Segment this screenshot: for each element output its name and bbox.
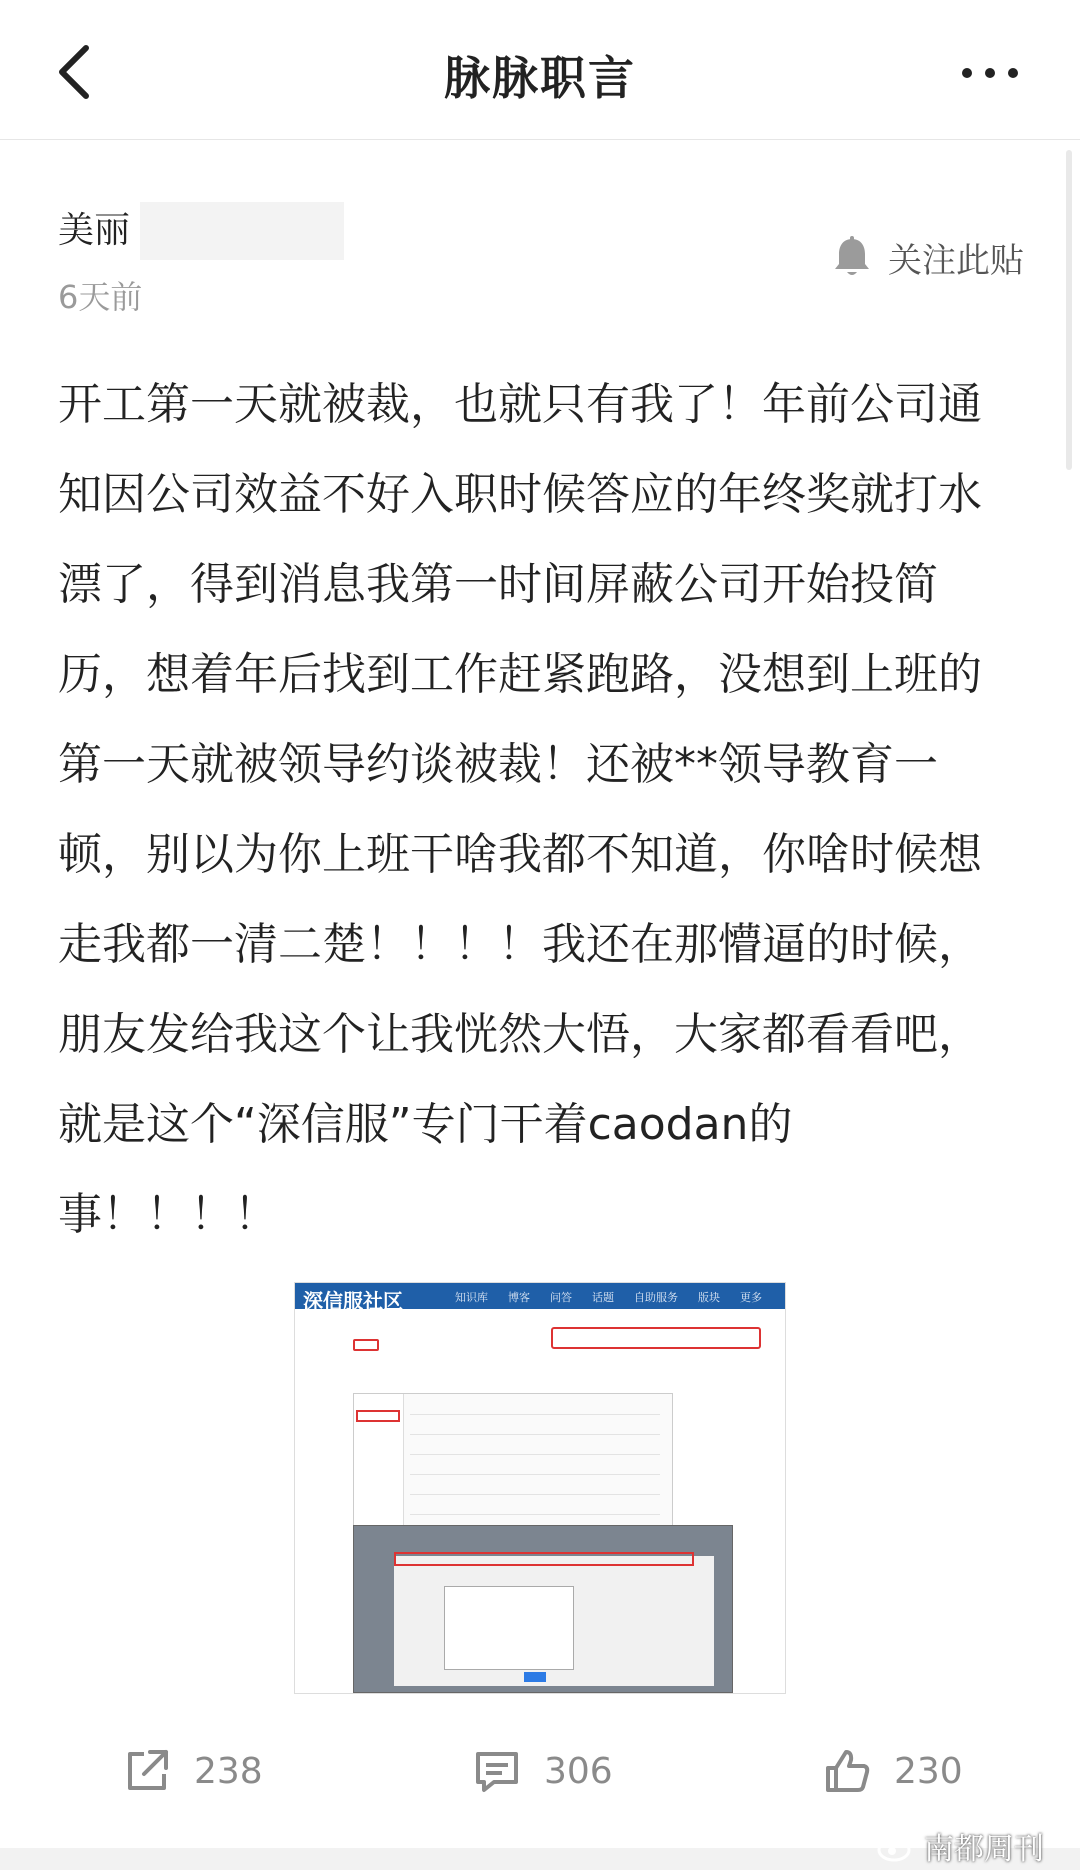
image-menu-item: 版块 <box>698 1291 720 1304</box>
image-row-line <box>410 1434 660 1435</box>
post-line: 漂了，得到消息我第一时间屏蔽公司开始投简 <box>58 559 938 610</box>
share-button[interactable] <box>122 1736 263 1806</box>
post-body <box>58 360 1018 1260</box>
image-row-line <box>410 1414 660 1415</box>
watermark-text: 南都周刊 <box>924 1832 1044 1867</box>
action-bar <box>0 1736 1080 1806</box>
top-nav-bar <box>0 0 1080 140</box>
comment-icon <box>472 1746 522 1796</box>
image-row-line <box>410 1514 660 1515</box>
post-line: 开工第一天就被裁，也就只有我了！年前公司通 <box>58 379 982 430</box>
image-highlight-box <box>551 1327 761 1349</box>
post-line: 顿，别以为你上班干啥我都不知道，你啥时候想 <box>58 829 982 880</box>
share-count: 238 <box>194 1750 263 1792</box>
image-row-line <box>410 1474 660 1475</box>
image-row-line <box>410 1494 660 1495</box>
weibo-icon <box>876 1830 916 1862</box>
like-button[interactable] <box>822 1736 963 1806</box>
post-line: 走我都一清二楚！！！！我还在那懵逼的时候， <box>58 919 982 970</box>
share-icon <box>122 1746 172 1796</box>
image-menu <box>455 1289 762 1305</box>
image-menu-item: 知识库 <box>455 1291 488 1304</box>
source-watermark <box>876 1824 1044 1868</box>
image-dialog-panel <box>353 1525 733 1693</box>
image-menu-item: 自助服务 <box>634 1291 678 1304</box>
scrollbar[interactable] <box>1066 150 1072 470</box>
image-dialog-button <box>524 1672 546 1682</box>
redacted-name-block <box>140 202 344 260</box>
image-menu-item: 话题 <box>592 1291 614 1304</box>
image-row-line <box>410 1454 660 1455</box>
author-name[interactable]: 美丽 <box>58 210 131 251</box>
thumbs-up-icon <box>822 1746 872 1796</box>
comment-count: 306 <box>544 1750 613 1792</box>
post-line: 就是这个“深信服”专门干着caodan的 <box>58 1099 793 1150</box>
post-line: 历，想着年后找到工作赶紧跑路，没想到上班的 <box>58 649 982 700</box>
image-highlight-box <box>394 1552 694 1566</box>
post-line: 朋友发给我这个让我恍然大悟，大家都看看吧， <box>58 1009 982 1060</box>
post-time: 6天前 <box>58 278 143 316</box>
post-image[interactable] <box>294 1282 786 1694</box>
post-line: 事！！！！ <box>58 1189 278 1240</box>
page-title: 脉脉职言 <box>444 51 636 105</box>
follow-post-label: 关注此贴 <box>888 240 1024 281</box>
image-brand: 深信服社区 <box>303 1289 403 1313</box>
image-highlight-box <box>353 1339 379 1351</box>
post-line: 知因公司效益不好入职时候答应的年终奖就打水 <box>58 469 982 520</box>
comment-button[interactable] <box>472 1736 613 1806</box>
image-menu-item: 更多 <box>740 1291 762 1304</box>
follow-post-button[interactable] <box>832 232 1024 282</box>
image-dialog <box>444 1586 574 1670</box>
image-menu-item: 博客 <box>508 1291 530 1304</box>
more-dots-icon[interactable] <box>960 66 1020 80</box>
image-topbar <box>295 1283 785 1313</box>
bell-icon <box>832 235 872 279</box>
image-highlight-box <box>356 1410 400 1422</box>
like-count: 230 <box>894 1750 963 1792</box>
image-menu-item: 问答 <box>550 1291 572 1304</box>
post-line: 第一天就被领导约谈被裁！还被**领导教育一 <box>58 739 938 790</box>
